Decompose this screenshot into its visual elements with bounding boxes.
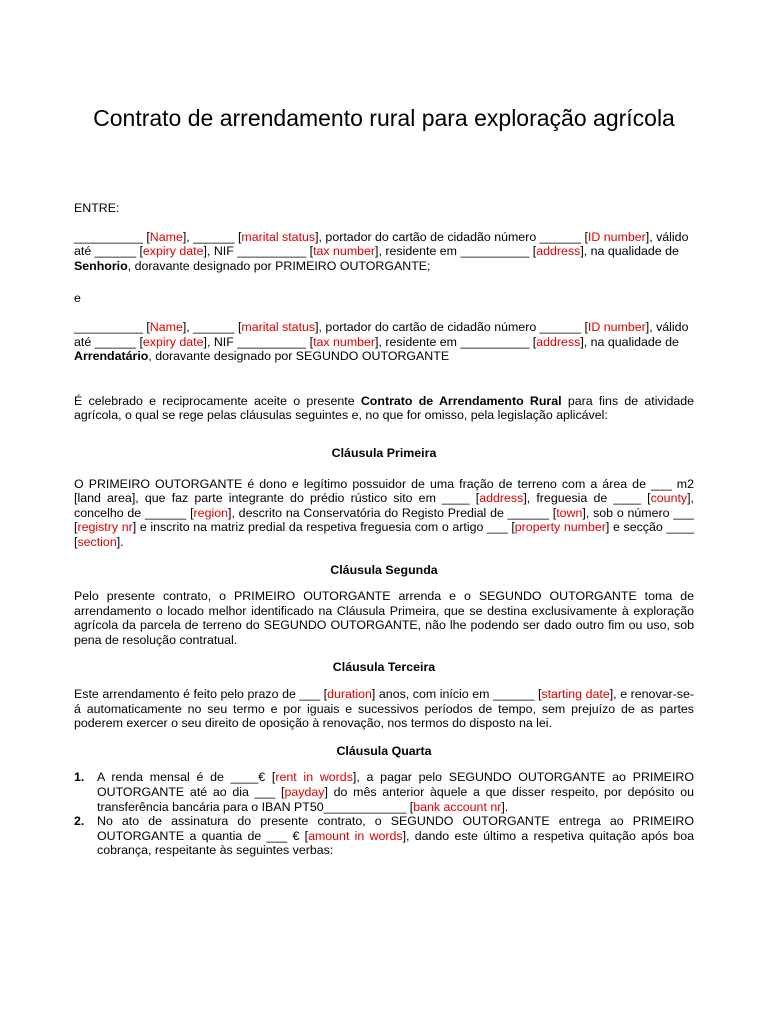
- placeholder-expiry-date: expiry date: [142, 334, 204, 349]
- entre-label: ENTRE:: [74, 201, 120, 215]
- placeholder-expiry-date: expiry date: [142, 244, 204, 259]
- placeholder-tax-number: tax number: [313, 334, 376, 349]
- placeholder-rent-in-words: rent in words: [275, 770, 353, 785]
- party-two-paragraph: __________ [Name], ______ [marital status], portador do cartão de cidadão número ______ [ID number], válido até ______ [expiry date], NIF __________ [tax number], residente em __________ [address], na qualidade de Arrendatário, doravante designado por SEGUNDO OUTORGANTE: [74, 319, 689, 364]
- placeholder-bank-account-nr: bank account nr: [413, 799, 502, 814]
- placeholder-region: region: [193, 505, 228, 520]
- list-item: 1. A renda mensal é de ____€ [rent in words], a pagar pelo SEGUNDO OUTORGANTE ao PRIMEIRO OUTORGANTE até ao dia ___ [payday] do mês anterior àquele a que disser respeito, por depósito ou transferência bancária para o IBAN PT50____________ [bank account nr].: [74, 770, 694, 814]
- list-number: 1.: [74, 770, 85, 785]
- list-item: 2. No ato de assinatura do presente contrato, o SEGUNDO OUTORGANTE entrega ao PRIMEIRO OUTORGANTE a quantia de ___ € [amount in words], dando este último a respetiva quitação após boa cobrança, respeitante às seguintes verbas:: [74, 814, 694, 858]
- placeholder-id-number: ID number: [587, 229, 646, 244]
- placeholder-starting-date: starting date: [541, 687, 610, 702]
- placeholder-address: address: [536, 334, 581, 349]
- placeholder-town: town: [556, 505, 583, 520]
- document-title: Contrato de arrendamento rural para exploração agrícola: [93, 105, 675, 131]
- placeholder-county: county: [650, 491, 688, 506]
- placeholder-name: Name: [149, 229, 183, 244]
- list-number: 2.: [74, 814, 85, 829]
- clause-one-heading: Cláusula Primeira: [331, 445, 437, 460]
- role-senhorio: Senhorio: [74, 258, 128, 273]
- placeholder-duration: duration: [327, 687, 372, 702]
- placeholder-registry-nr: registry nr: [77, 520, 133, 535]
- clause-three-paragraph: Este arrendamento é feito pelo prazo de ___ [duration] anos, com início em ______ [starting date], e renovar-se-á automaticamente no seu termo e por iguais e sucessivos períodos de tempo, sem prejuízo de as partes poderem exercer o seu direito de oposição à renovação, nos termos do disposto na lei.: [74, 687, 694, 731]
- placeholder-tax-number: tax number: [313, 244, 376, 259]
- clause-four-list: [74, 770, 694, 858]
- clause-two-paragraph: Pelo presente contrato, o PRIMEIRO OUTORGANTE arrenda e o SEGUNDO OUTORGANTE toma de arrendamento o locado melhor identificado na Cláusula Primeira, que se destina exclusivamente à exploração agrícola da parcela de terreno do SEGUNDO OUTORGANTE, não lhe podendo ser dado outro fim ou uso, sob pena de resolução contratual.: [74, 589, 694, 647]
- placeholder-address: address: [536, 244, 581, 259]
- clause-two-heading: Cláusula Segunda: [330, 562, 438, 577]
- placeholder-address: address: [479, 491, 524, 506]
- clause-four-heading: Cláusula Quarta: [336, 743, 432, 758]
- role-arrendatario: Arrendatário: [74, 349, 149, 364]
- placeholder-marital-status: marital status: [241, 319, 316, 334]
- clause-one-paragraph: O PRIMEIRO OUTORGANTE é dono e legítimo possuidor de uma fração de terreno com a área de ___ m2 [land area], que faz parte integrante do prédio rústico sito em ____ [address], freguesia de ____ [county], concelho de ______ [region], descrito na Conservatória do Registo Predial de ______ [town], sob o número ___ [registry nr] e inscrito na matriz predial da respetiva freguesia com o artigo ___ [property number] e secção ____ [section].: [74, 476, 694, 549]
- document-body: [74, 201, 694, 858]
- placeholder-name: Name: [149, 319, 183, 334]
- placeholder-payday: payday: [284, 785, 325, 800]
- placeholder-marital-status: marital status: [241, 229, 316, 244]
- placeholder-amount-in-words: amount in words: [308, 828, 403, 843]
- party-one-paragraph: __________ [Name], ______ [marital status], portador do cartão de cidadão número ______ [ID number], válido até ______ [expiry date], NIF __________ [tax number], residente em __________ [address], na qualidade de Senhorio, doravante designado por PRIMEIRO OUTORGANTE;: [74, 229, 689, 273]
- placeholder-id-number: ID number: [587, 319, 646, 334]
- placeholder-section: section: [77, 534, 117, 549]
- conjunction-e: e: [74, 291, 81, 306]
- placeholder-property-number: property number: [514, 520, 606, 535]
- contract-name: Contrato de Arrendamento Rural: [360, 393, 562, 408]
- clause-three-heading: Cláusula Terceira: [332, 660, 436, 675]
- intro-paragraph: É celebrado e reciprocamente aceite o presente Contrato de Arrendamento Rural para fins de atividade agrícola, o qual se rege pelas cláusulas seguintes e, no que for omisso, pela legislação aplicável:: [74, 393, 695, 423]
